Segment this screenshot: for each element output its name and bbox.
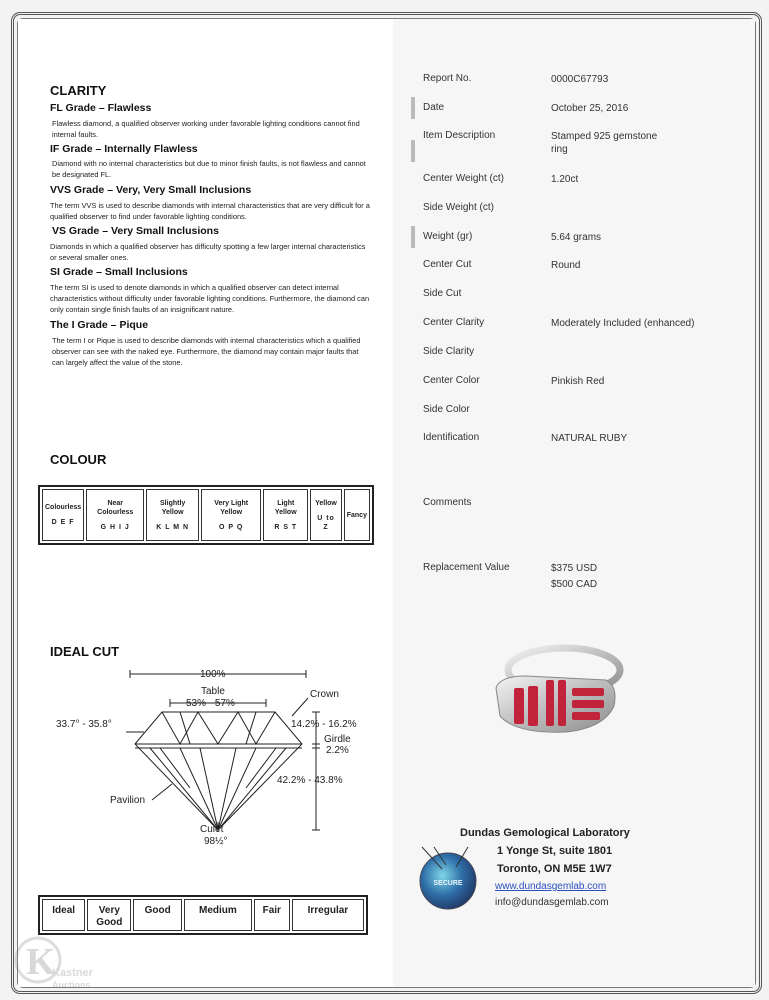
watermark-line1: Kastner: [52, 967, 93, 979]
svg-text:K: K: [26, 941, 56, 983]
table-range-label: 53% - 57%: [186, 698, 235, 709]
weight-gr-label: Weight (gr): [423, 231, 473, 242]
center-cut-label: Center Cut: [423, 259, 472, 270]
comments-label: Comments: [423, 497, 472, 508]
report-number-label: Report No.: [423, 73, 472, 84]
clarity-grade-text: Flawless diamond, a qualified observer working under favorable lighting conditions cannot find internal faults.: [52, 119, 360, 139]
crown-label: Crown: [310, 689, 339, 700]
clarity-grade-title: IF Grade – Internally Flawless: [50, 143, 198, 155]
clarity-grade-title: VS Grade – Very Small Inclusions: [52, 225, 219, 237]
date-label: Date: [423, 102, 445, 113]
cut-grade-cell: Good: [133, 899, 182, 931]
ruby-ring-photo: [486, 636, 626, 738]
center-clarity-value: Moderately Included (enhanced): [551, 318, 695, 329]
clarity-grade-title: SI Grade – Small Inclusions: [50, 266, 188, 278]
colour-cell: Slightly Yellow K L M N: [146, 489, 199, 541]
colour-scale-table: [38, 485, 374, 545]
cut-grade-cell: Medium: [184, 899, 252, 931]
clarity-grade-text: The term I or Pique is used to describe diamonds with internal characteristics which a qualified observer can see with the naked eye. Furthermore, the diamond may contain major faults that can largely affect the value of the stone.: [52, 336, 361, 367]
clarity-grade-text: The term SI is used to denote diamonds in which a qualified observer can detect internal characteristics without difficulty under favorable lighting conditions. Furthermore, the diamond can only contain single finish faults of an insignificant nature.: [50, 283, 370, 314]
lab-website-link[interactable]: www.dundasgemlab.com: [495, 881, 607, 892]
center-color-value: Pinkish Red: [551, 376, 605, 387]
date-value: October 25, 2016: [551, 103, 629, 114]
pavilion-label: Pavilion: [110, 795, 146, 806]
clarity-grade-text: Diamonds in which a qualified observer has difficulty spotting a few larger internal characteristics or several smaller ones.: [50, 242, 366, 262]
cut-grade-table: [38, 895, 368, 935]
field-divider: [411, 226, 415, 248]
cut-grade-cell: Fair: [254, 899, 290, 931]
colour-cell: Light Yellow R S T: [263, 489, 308, 541]
cut-grade-cell: Very Good: [87, 899, 131, 931]
lab-email[interactable]: info@dundasgemlab.com: [495, 897, 609, 908]
ideal-cut-heading: IDEAL CUT: [50, 644, 120, 659]
replacement-usd-value: $375 USD: [551, 563, 598, 574]
item-description-label: Item Description: [423, 130, 496, 141]
clarity-grade-text: The term VVS is used to describe diamonds with internal characteristics that are very difficult for a qualified observer to find under favorable lighting conditions.: [50, 201, 370, 221]
clarity-grade-text: Diamond with no internal characteristics but due to minor finish faults, is not flawless and cannot be designated FL.: [52, 159, 366, 179]
center-clarity-label: Center Clarity: [423, 317, 485, 328]
crown-height-label: 14.2% - 16.2%: [291, 719, 357, 730]
field-divider: [411, 97, 415, 119]
cut-grade-cell: Ideal: [42, 899, 85, 931]
lab-address-line2: Toronto, ON M5E 1W7: [497, 863, 612, 875]
center-cut-value: Round: [551, 260, 581, 271]
center-weight-value: 1.20ct: [551, 174, 579, 185]
table-label: Table: [201, 686, 225, 697]
center-weight-label: Center Weight (ct): [423, 173, 504, 184]
clarity-grade-title: The I Grade – Pique: [50, 319, 149, 331]
replacement-cad-value: $500 CAD: [551, 579, 598, 590]
side-weight-label: Side Weight (ct): [423, 202, 494, 213]
seal-text: SECURE: [433, 880, 463, 887]
colour-cell: Near Colourless G H I J: [86, 489, 144, 541]
pavilion-depth-label: 42.2% - 43.8%: [277, 775, 343, 786]
side-cut-label: Side Cut: [423, 288, 462, 299]
lab-hologram-seal: [412, 845, 484, 911]
colour-cell: Fancy: [344, 489, 370, 541]
culet-label: Culet: [200, 824, 224, 835]
crown-angle-label: 33.7° - 35.8°: [56, 719, 112, 730]
colour-cell: Yellow U to Z: [310, 489, 341, 541]
width-label: 100%: [200, 669, 226, 680]
side-color-label: Side Color: [423, 404, 470, 415]
replacement-value-label: Replacement Value: [423, 562, 510, 573]
culet-angle-label: 98½°: [204, 836, 228, 847]
clarity-grade-title: VVS Grade – Very, Very Small Inclusions: [50, 184, 252, 196]
lab-address-line1: 1 Yonge St, suite 1801: [497, 845, 613, 857]
colour-heading: COLOUR: [50, 452, 107, 467]
lab-name: Dundas Gemological Laboratory: [460, 827, 630, 839]
girdle-pct-label: 2.2%: [326, 745, 349, 756]
identification-label: Identification: [423, 432, 480, 443]
colour-cell: Colourless D E F: [42, 489, 84, 541]
item-description-value: Stamped 925 gemstone ring: [551, 131, 658, 155]
kastner-auctions-watermark: [12, 930, 112, 996]
field-divider: [411, 140, 415, 162]
identification-value: NATURAL RUBY: [551, 433, 628, 444]
cut-grade-cell: Irregular: [292, 899, 364, 931]
colour-cell: Very Light Yellow O P Q: [201, 489, 261, 541]
girdle-label: Girdle: [324, 734, 351, 745]
report-number-value: 0000C67793: [551, 74, 609, 85]
watermark-line2: Auctions: [52, 980, 91, 990]
clarity-grade-title: FL Grade – Flawless: [50, 102, 152, 114]
center-color-label: Center Color: [423, 375, 480, 386]
side-clarity-label: Side Clarity: [423, 346, 475, 357]
weight-gr-value: 5.64 grams: [551, 232, 602, 243]
clarity-heading: CLARITY: [50, 83, 107, 98]
